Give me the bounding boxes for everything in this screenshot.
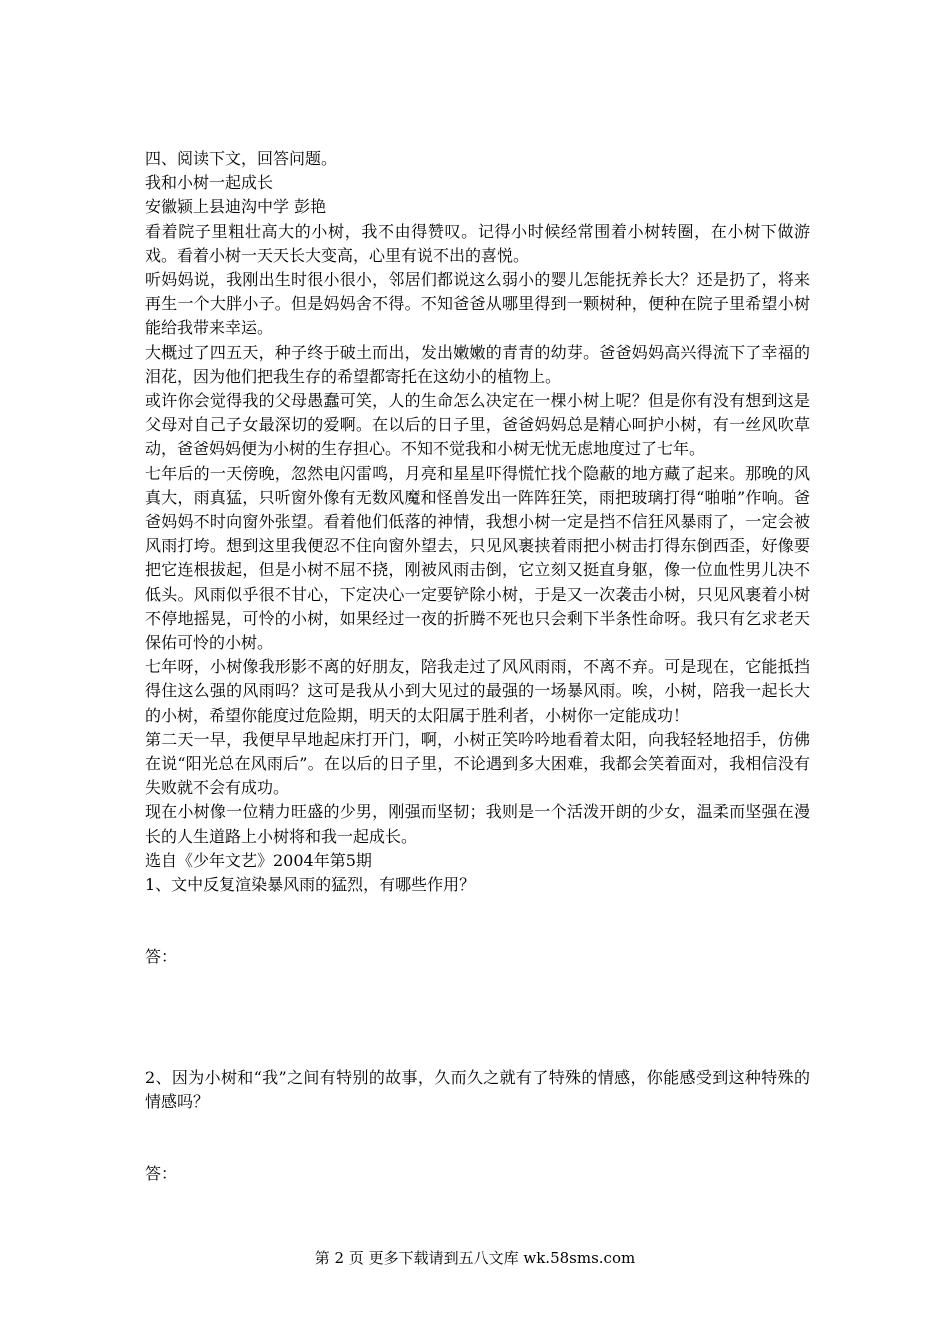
article-title: 我和小树一起成长 — [145, 173, 274, 193]
source-line: 选自《少年文艺》2004年第5期 — [145, 850, 372, 870]
paragraph-6: 七年呀，小树像我形影不离的好朋友，陪我走过了风风雨雨，不离不弃。可是现在，它能抵挡得住这么强的风雨吗？这可是我从小到大见过的最强的一场暴风雨。唉，小树，陪我一起长大的小树，希望你能度过危险期，明天的太阳属于胜利者，小树你一定能成功！ — [145, 657, 810, 725]
page-footer: 第 2 页 更多下载请到五八文库 wk.58sms.com — [314, 1249, 636, 1267]
paragraph-1: 看着院子里粗壮高大的小树，我不由得赞叹。记得小时候经常围着小树转圈，在小树下做游戏。看着小树一天天长大变高，心里有说不出的喜悦。 — [145, 221, 810, 265]
spacer — [145, 897, 810, 945]
answer-2-label: 答： — [145, 1163, 178, 1183]
spacer — [145, 1114, 810, 1162]
question-1: 1、文中反复渲染暴风雨的猛烈，有哪些作用？ — [145, 875, 476, 895]
answer-1-space — [145, 970, 810, 1066]
document-body — [145, 147, 810, 1186]
paragraph-2: 听妈妈说，我刚出生时很小很小，邻居们都说这么弱小的婴儿怎能抚养长大？还是扔了，将来再生一个大胖小子。但是妈妈舍不得。不知爸爸从哪里得到一颗树种，便种在院子里希望小树能给我带来幸运。 — [145, 270, 810, 338]
question-2: 2、因为小树和“我”之间有特别的故事，久而久之就有了特殊的情感，你能感受到这种特殊的情感吗？ — [145, 1067, 810, 1111]
paragraph-3: 大概过了四五天，种子终于破土而出，发出嫩嫩的青青的幼芽。爸爸妈妈高兴得流下了幸福的泪花，因为他们把我生存的希望都寄托在这幼小的植物上。 — [145, 342, 810, 386]
paragraph-8: 现在小树像一位精力旺盛的少男，刚强而坚韧；我则是一个活泼开朗的少女，温柔而坚强在漫长的人生道路上小树将和我一起成长。 — [145, 802, 810, 846]
paragraph-4: 或许你会觉得我的父母愚蠢可笑，人的生命怎么决定在一棵小树上呢？但是你有没有想到这是父母对自己子女最深切的爱啊。在以后的日子里，爸爸妈妈总是精心呵护小树，有一丝风吹草动，爸爸妈妈便为小树的生存担心。不知不觉我和小树无忧无虑地度过了七年。 — [145, 391, 810, 459]
paragraph-7: 第二天一早，我便早早地起床打开门，啊，小树正笑吟吟地看着太阳，向我轻轻地招手，仿佛在说“阳光总在风雨后”。在以后的日子里，不论遇到多大困难，我都会笑着面对，我相信没有失败就不会有成功。 — [145, 729, 810, 798]
author-line: 安徽颍上县迪沟中学 彭艳 — [145, 197, 327, 217]
section-heading: 四、阅读下文，回答问题。 — [145, 149, 338, 168]
answer-1-label: 答： — [145, 947, 178, 967]
paragraph-5: 七年后的一天傍晚，忽然电闪雷鸣，月亮和星星吓得慌忙找个隐蔽的地方藏了起来。那晚的风真大，雨真猛，只听窗外像有无数风魔和怪兽发出一阵阵狂笑，雨把玻璃打得“啪啪”作响。爸爸妈妈不时向窗外张望。看着他们低落的神情，我想小树一定是挡不信狂风暴雨了，一定会被风雨打垮。想到这里我便忍不住向窗外望去，只见风裹挟着雨把小树击打得东倒西歪，好像要把它连根拔起，但是小树不屈不挠，刚被风雨击倒，它立刻又挺直身躯，像一位血性男儿决不低头。风雨似乎很不甘心，下定决心一定要铲除小树，于是又一次袭击小树，只见风裹着小树不停地摇晃，可怜的小树，如果经过一夜的折腾不死也只会剩下半条性命呀。我只有乞求老天保佑可怜的小树。 — [145, 463, 810, 653]
